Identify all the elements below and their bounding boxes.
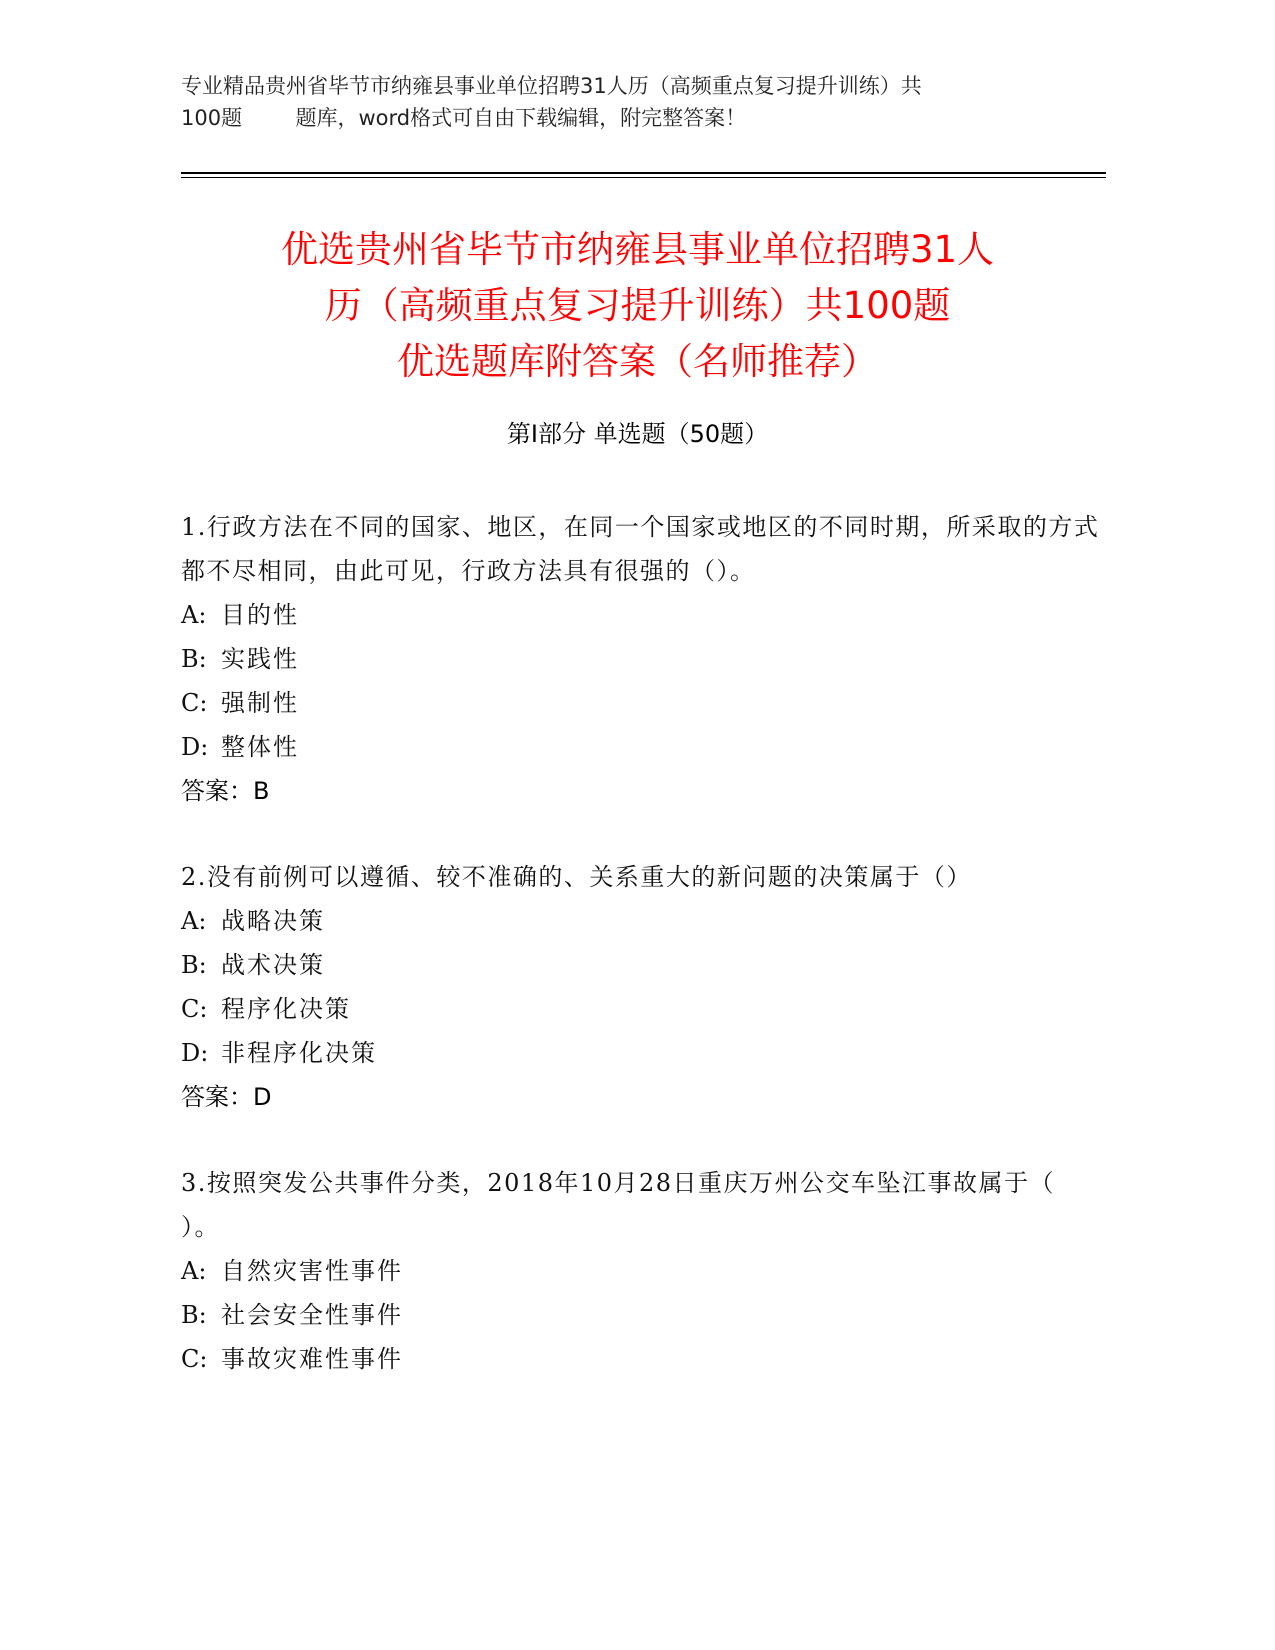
option-key: B: — [181, 1301, 207, 1329]
title-line-2: 历（高频重点复习提升训练）共100题 — [324, 284, 951, 327]
option-key: D: — [181, 1039, 209, 1067]
option-text: 程序化决策 — [221, 995, 351, 1023]
question-2 — [181, 855, 1101, 1119]
option-b — [181, 1293, 1101, 1337]
option-text: 非程序化决策 — [221, 1039, 377, 1067]
option-d — [181, 725, 1101, 769]
option-text: 战略决策 — [221, 907, 325, 935]
option-c — [181, 987, 1101, 1031]
section-heading: 第Ⅰ部分 单选题（50题） — [506, 420, 769, 448]
option-key: A: — [181, 907, 207, 935]
option-a — [181, 899, 1101, 943]
option-key: D: — [181, 733, 209, 761]
option-a — [181, 593, 1101, 637]
header-line-2: 100题 题库，word格式可自由下载编辑，附完整答案！ — [181, 106, 747, 130]
question-text: 3.按照突发公共事件分类，2018年10月28日重庆万州公交车坠江事故属于（ ）。 — [181, 1169, 1056, 1241]
answer-line: 答案：B — [181, 777, 270, 805]
option-text: 事故灾难性事件 — [221, 1345, 403, 1373]
option-text: 社会安全性事件 — [221, 1301, 403, 1329]
answer-line: 答案：D — [181, 1083, 272, 1111]
option-d — [181, 1031, 1101, 1075]
option-key: C: — [181, 995, 208, 1023]
question-text: 1.行政方法在不同的国家、地区，在同一个国家或地区的不同时期，所采取的方式都不尽相同，由此可见，行政方法具有很强的（）。 — [181, 513, 1100, 585]
header-line-1: 专业精品贵州省毕节市纳雍县事业单位招聘31人历（高频重点复习提升训练）共 — [181, 74, 922, 98]
question-text: 2.没有前例可以遵循、较不准确的、关系重大的新问题的决策属于（） — [181, 863, 972, 891]
question-3 — [181, 1161, 1101, 1381]
question-1 — [181, 505, 1101, 813]
option-b — [181, 637, 1101, 681]
option-key: C: — [181, 689, 208, 717]
document-title — [150, 222, 1125, 390]
option-c — [181, 1337, 1101, 1381]
option-c — [181, 681, 1101, 725]
option-key: B: — [181, 645, 207, 673]
option-key: B: — [181, 951, 207, 979]
option-key: A: — [181, 1257, 207, 1285]
option-a — [181, 1249, 1101, 1293]
title-line-3: 优选题库附答案（名师推荐） — [397, 340, 878, 383]
option-text: 整体性 — [221, 733, 299, 761]
option-text: 实践性 — [221, 645, 299, 673]
header-rule-thin — [181, 177, 1106, 178]
header-rule-thick — [181, 172, 1106, 174]
option-key: A: — [181, 601, 207, 629]
title-line-1: 优选贵州省毕节市纳雍县事业单位招聘31人 — [280, 228, 995, 271]
option-key: C: — [181, 1345, 208, 1373]
page-header — [181, 70, 1101, 134]
option-b — [181, 943, 1101, 987]
option-text: 目的性 — [221, 601, 299, 629]
question-list — [181, 505, 1101, 1423]
option-text: 战术决策 — [221, 951, 325, 979]
option-text: 自然灾害性事件 — [221, 1257, 403, 1285]
option-text: 强制性 — [221, 689, 299, 717]
